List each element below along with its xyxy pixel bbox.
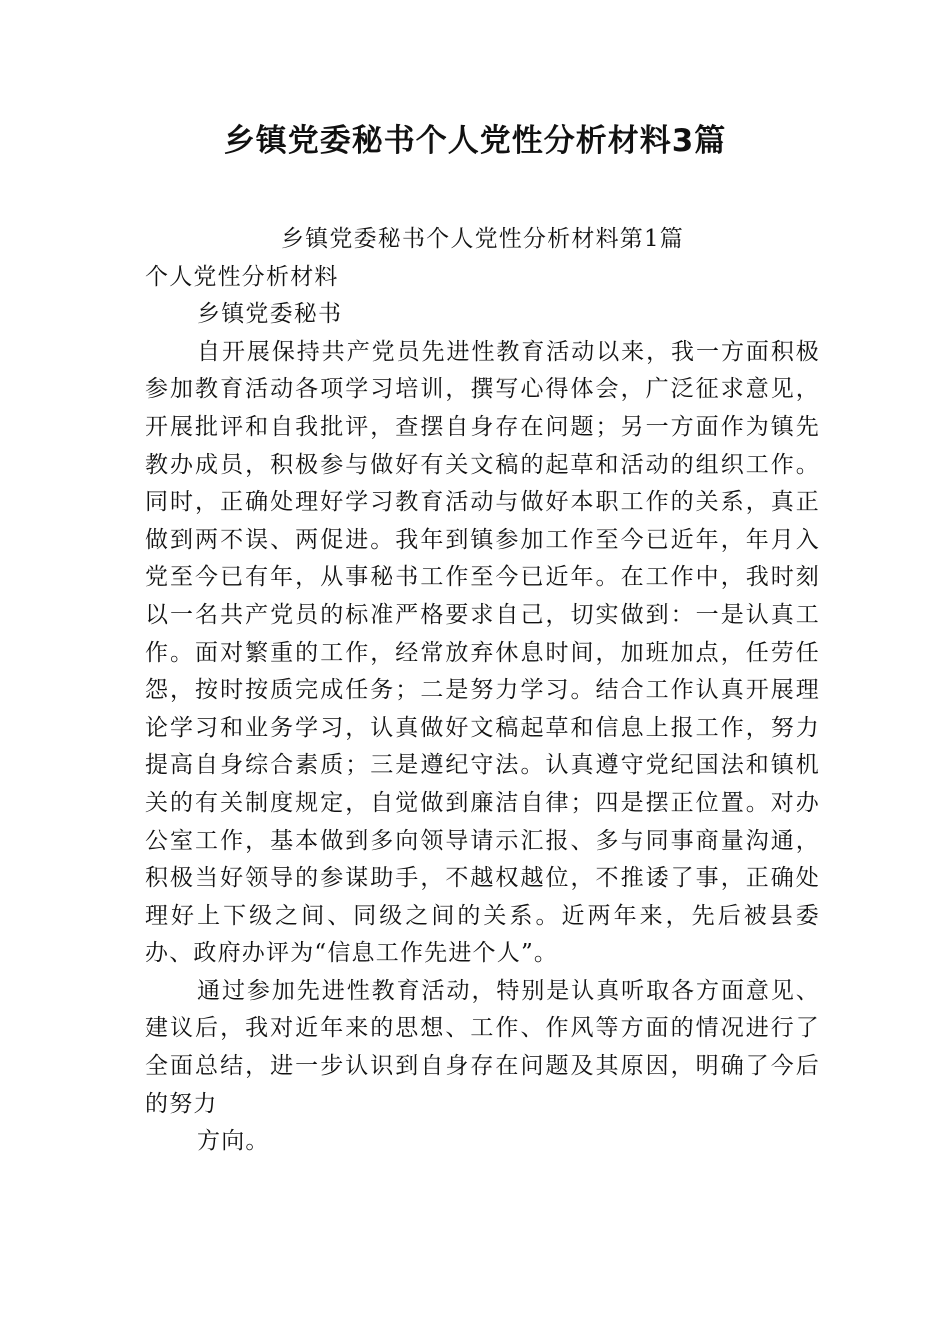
subtitle: 个人党性分析材料 (145, 263, 339, 290)
section-heading: 乡镇党委秘书个人党性分析材料第1篇 (280, 226, 685, 252)
document-body (145, 221, 820, 1161)
paragraph-2: 通过参加先进性教育活动，特别是认真听取各方面意见、建议后，我对近年来的思想、工作、作风等方面的情况进行了全面总结，进一步认识到自身存在问题及其原因，明确了今后的努力 (145, 977, 820, 1117)
author-line: 乡镇党委秘书 (197, 301, 343, 328)
document-title: 乡镇党委秘书个人党性分析材料3篇 (223, 123, 727, 159)
trailing-line: 方向。 (197, 1128, 270, 1155)
paragraph-1: 自开展保持共产党员先进性教育活动以来，我一方面积极参加教育活动各项学习培训，撰写心得体会，广泛征求意见，开展批评和自我批评，查摆自身存在问题；另一方面作为镇先教办成员，积极参与做好有关文稿的起草和活动的组织工作。同时，正确处理好学习教育活动与做好本职工作的关系，真正做到两不误、两促进。我年到镇参加工作至今已近年，年月入党至今已有年，从事秘书工作至今已近年。在工作中，我时刻以一名共产党员的标准严格要求自己，切实做到：一是认真工作。面对繁重的工作，经常放弃休息时间，加班加点，任劳任怨，按时按质完成任务；二是努力学习。结合工作认真开展理论学习和业务学习，认真做好文稿起草和信息上报工作，努力提高自身综合素质；三是遵纪守法。认真遵守党纪国法和镇机关的有关制度规定，自觉做到廉洁自律；四是摆正位置。对办公室工作，基本做到多向领导请示汇报、多与同事商量沟通，积极当好领导的参谋助手，不越权越位，不推诿了事，正确处理好上下级之间、同级之间的关系。近两年来，先后被县委办、政府办评为“信息工作先进个人”。 (145, 338, 820, 967)
